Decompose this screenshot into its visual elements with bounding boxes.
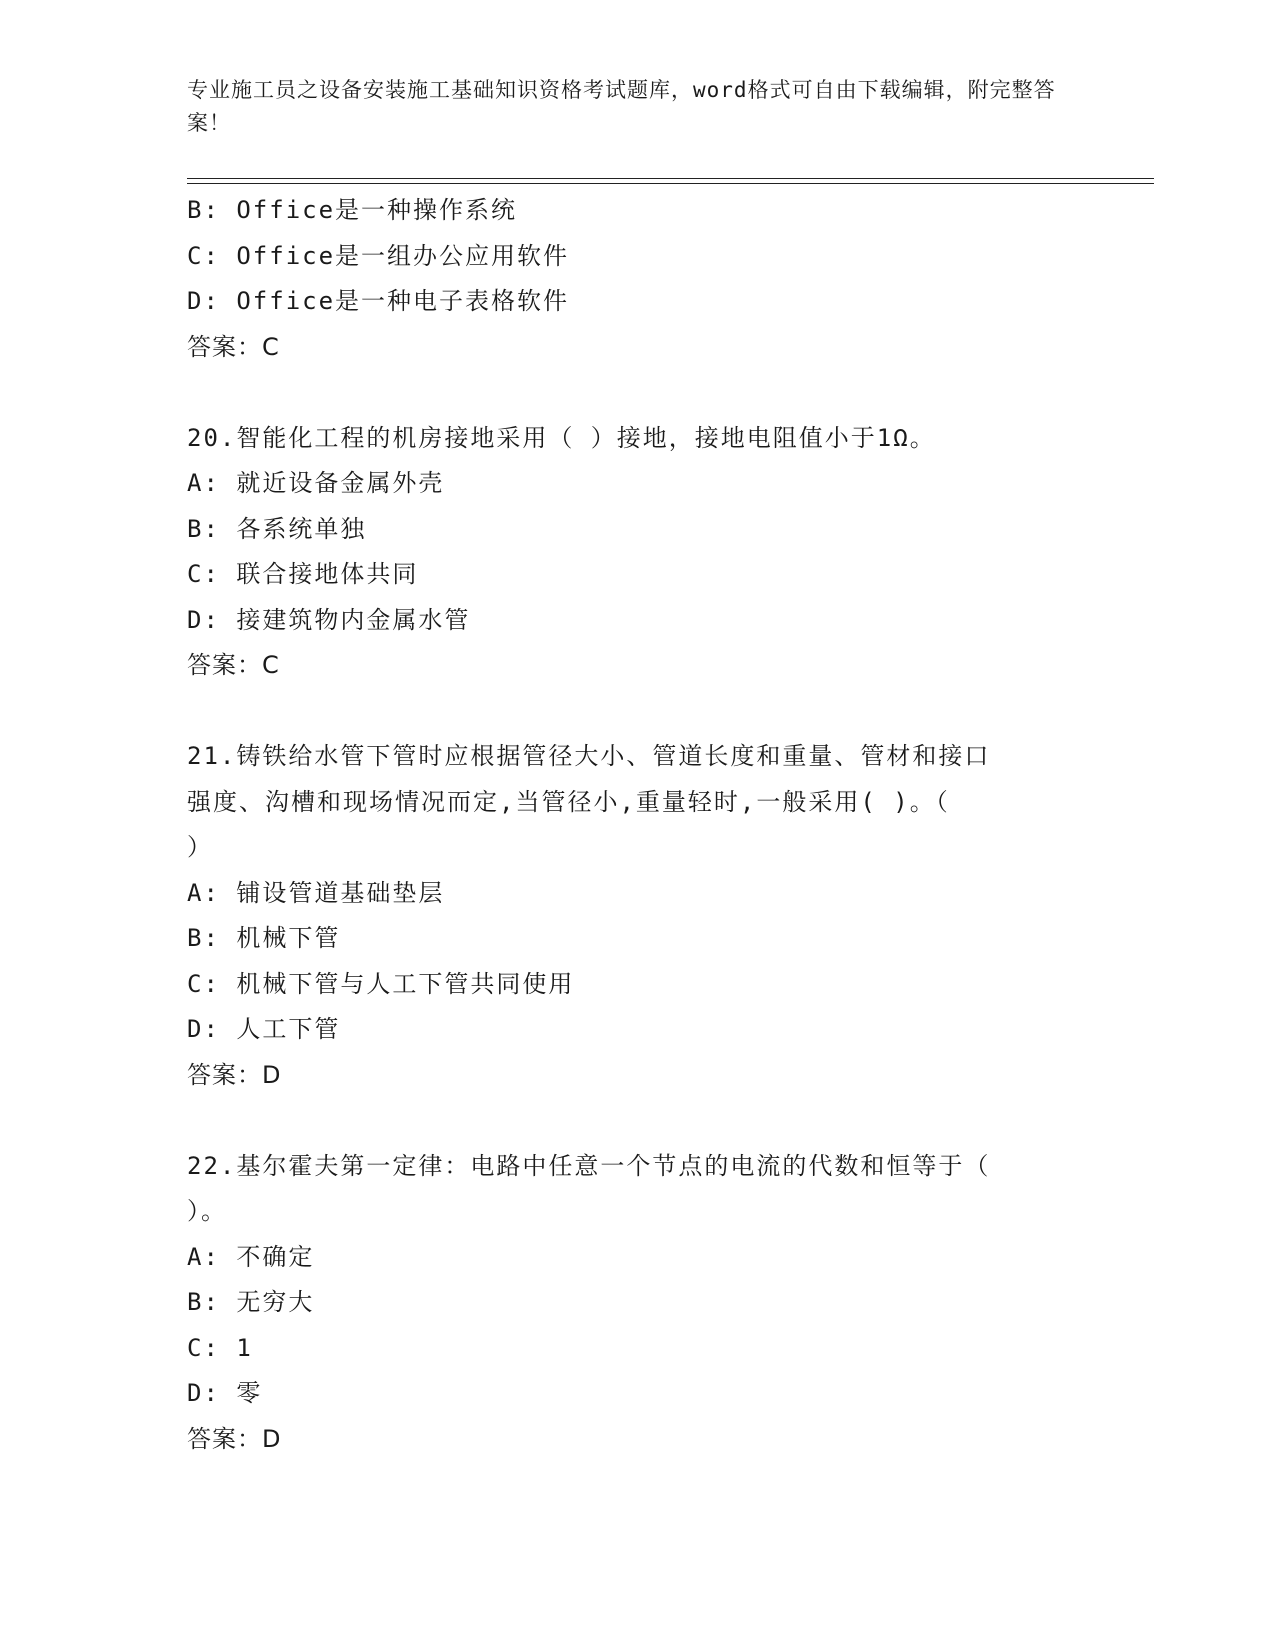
answer-line: 答案：D xyxy=(187,1424,282,1453)
option-a: A: 铺设管道基础垫层 xyxy=(187,878,445,907)
answer-line: 答案：C xyxy=(187,332,280,361)
answer-line: 答案：C xyxy=(187,651,280,679)
option-c: C: 1 xyxy=(187,1333,253,1362)
option-a: A: 就近设备金属外壳 xyxy=(187,469,445,497)
spacer xyxy=(187,689,1087,735)
option-a: A: 不确定 xyxy=(187,1242,315,1271)
question-text: 20.智能化工程的机房接地采用（ ）接地，接地电阻值小于1Ω。 xyxy=(187,423,936,452)
question-text: 强度、沟槽和现场情况而定,当管径小,重量轻时,一般采用( )。（ xyxy=(187,787,950,816)
document-header: 专业施工员之设备安装施工基础知识资格考试题库，word格式可自由下载编辑，附完整答案！ xyxy=(187,78,1056,135)
question-block-continued xyxy=(187,188,1087,370)
option-c: C: Office是一组办公应用软件 xyxy=(187,241,570,270)
option-d: D: Office是一种电子表格软件 xyxy=(187,287,570,315)
option-b: B: 机械下管 xyxy=(187,924,341,952)
header-divider-top xyxy=(187,178,1154,179)
option-c: C: 联合接地体共同 xyxy=(187,560,419,588)
spacer xyxy=(187,1098,1087,1144)
option-d: D: 接建筑物内金属水管 xyxy=(187,605,471,634)
question-content xyxy=(187,188,1087,1462)
answer-line: 答案：D xyxy=(187,1060,282,1089)
question-block-22 xyxy=(187,1144,1087,1463)
option-b: B: 无穷大 xyxy=(187,1288,315,1316)
question-text: ） xyxy=(187,833,213,861)
option-b: B: Office是一种操作系统 xyxy=(187,196,518,224)
option-d: D: 零 xyxy=(187,1379,263,1407)
question-text: 21.铸铁给水管下管时应根据管径大小、管道长度和重量、管材和接口 xyxy=(187,742,991,770)
question-block-20 xyxy=(187,416,1087,689)
option-d: D: 人工下管 xyxy=(187,1015,341,1043)
header-divider-bottom xyxy=(187,183,1154,184)
option-c: C: 机械下管与人工下管共同使用 xyxy=(187,969,575,998)
question-text: ）。 xyxy=(187,1197,227,1225)
question-block-21 xyxy=(187,734,1087,1098)
spacer xyxy=(187,370,1087,416)
question-text: 22.基尔霍夫第一定律：电路中任意一个节点的电流的代数和恒等于（ xyxy=(187,1151,991,1180)
option-b: B: 各系统单独 xyxy=(187,514,367,543)
